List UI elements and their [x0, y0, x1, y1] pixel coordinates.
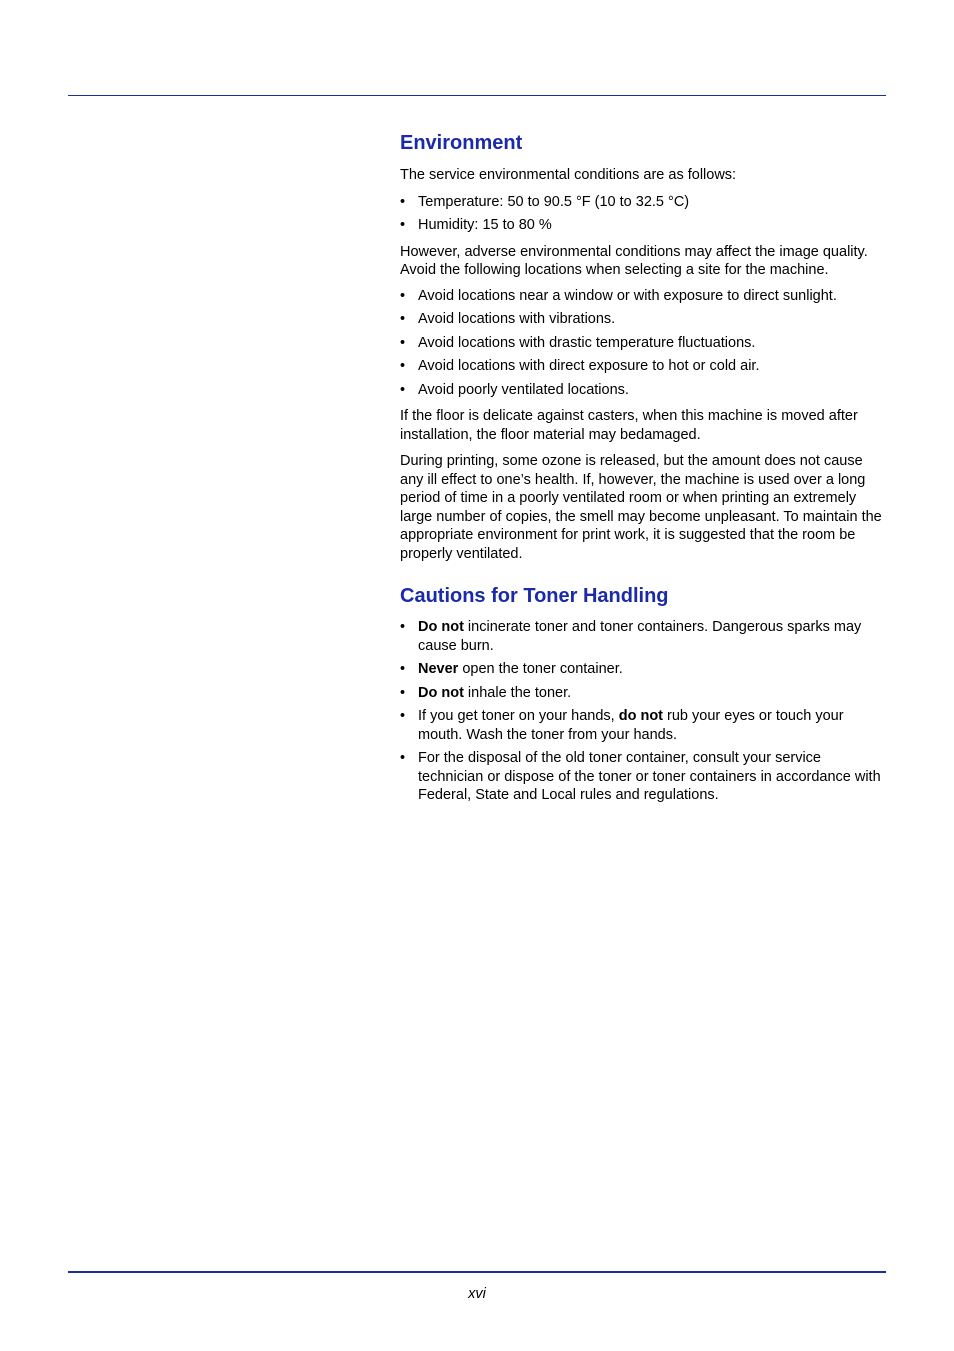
main-content [400, 130, 886, 805]
condition-temperature: Temperature: 50 to 90.5 °F (10 to 32.5 °C) [418, 193, 690, 210]
list-item: • Temperature: 50 to 90.5 °F (10 to 32.5 °C) [400, 193, 690, 210]
list-item: • Humidity: 15 to 80 % [400, 217, 552, 233]
avoid-item-temperature: Avoid locations with drastic temperature fluctuations. [418, 334, 756, 351]
ozone-note: During printing, some ozone is released, but the amount does not cause any ill effect to one’s health. If, however, the machine is used over a long period of time in a poorly ventilated room or when printing an extremely large number of copies, the smell may become unpleasant. To maintain the appropriate environment for print work, it is suggested that the room be properly ventilated. [400, 453, 882, 562]
condition-humidity: Humidity: 15 to 80 % [418, 217, 552, 233]
list-item: • Avoid poorly ventilated locations. [400, 381, 629, 398]
avoid-item-sunlight: Avoid locations near a window or with exposure to direct sunlight. [418, 287, 837, 304]
toner-item-text: open the toner container. [458, 661, 623, 677]
toner-heading: Cautions for Toner Handling [400, 585, 669, 607]
emphasis: do not [618, 708, 664, 724]
conditions-list [400, 193, 886, 235]
page-number: xvi [468, 1286, 486, 1302]
toner-item-text: For the disposal of the old toner container, consult your service technician or dispose of the toner or toner containers in accordance with Federal, State and Local rules and regulations. [418, 750, 881, 803]
list-item: • Avoid locations with direct exposure to hot or cold air. [400, 358, 760, 374]
list-item: • If you get toner on your hands, do not rub your eyes or touch your mouth. Wash the toner from your hands. [400, 708, 844, 743]
emphasis: Do not [418, 684, 464, 701]
avoid-list [400, 287, 886, 400]
footer-rule [68, 1271, 886, 1273]
list-item: • Avoid locations with drastic temperature fluctuations. [400, 334, 756, 351]
toner-item-text: incinerate toner and toner containers. Dangerous sparks may cause burn. [418, 619, 862, 654]
list-item: • For the disposal of the old toner container, consult your service technician or dispose of the toner or toner containers in accordance with Federal, State and Local rules and regulations. [400, 750, 881, 803]
list-item: • Do not inhale the toner. [400, 684, 572, 701]
list-item: • Avoid locations with vibrations. [400, 311, 616, 327]
floor-note: If the floor is delicate against casters, when this machine is moved after installation, the floor material may bedamaged. [400, 408, 858, 443]
toner-item-text: rub your eyes or touch your mouth. Wash the toner from your hands. [418, 708, 844, 743]
list-item: • Do not incinerate toner and toner containers. Dangerous sparks may cause burn. [400, 619, 862, 654]
toner-item-text: inhale the toner. [463, 684, 572, 701]
list-item: • Never open the toner container. [400, 661, 623, 677]
list-item: • Avoid locations near a window or with exposure to direct sunlight. [400, 287, 837, 304]
emphasis: Never [418, 661, 459, 677]
emphasis: Do not [418, 619, 464, 635]
toner-item-text: If you get toner on your hands, [418, 708, 619, 724]
avoid-item-vibrations: Avoid locations with vibrations. [418, 311, 616, 327]
environment-intro: The service environmental conditions are as follows: [400, 167, 737, 183]
environment-warning: However, adverse environmental conditions may affect the image quality. Avoid the following locations when selecting a site for the machine. [400, 243, 868, 278]
environment-heading: Environment [400, 132, 523, 154]
toner-list [400, 618, 886, 805]
header-rule [68, 95, 886, 96]
avoid-item-air: Avoid locations with direct exposure to hot or cold air. [418, 358, 760, 374]
avoid-item-ventilation: Avoid poorly ventilated locations. [418, 381, 629, 398]
